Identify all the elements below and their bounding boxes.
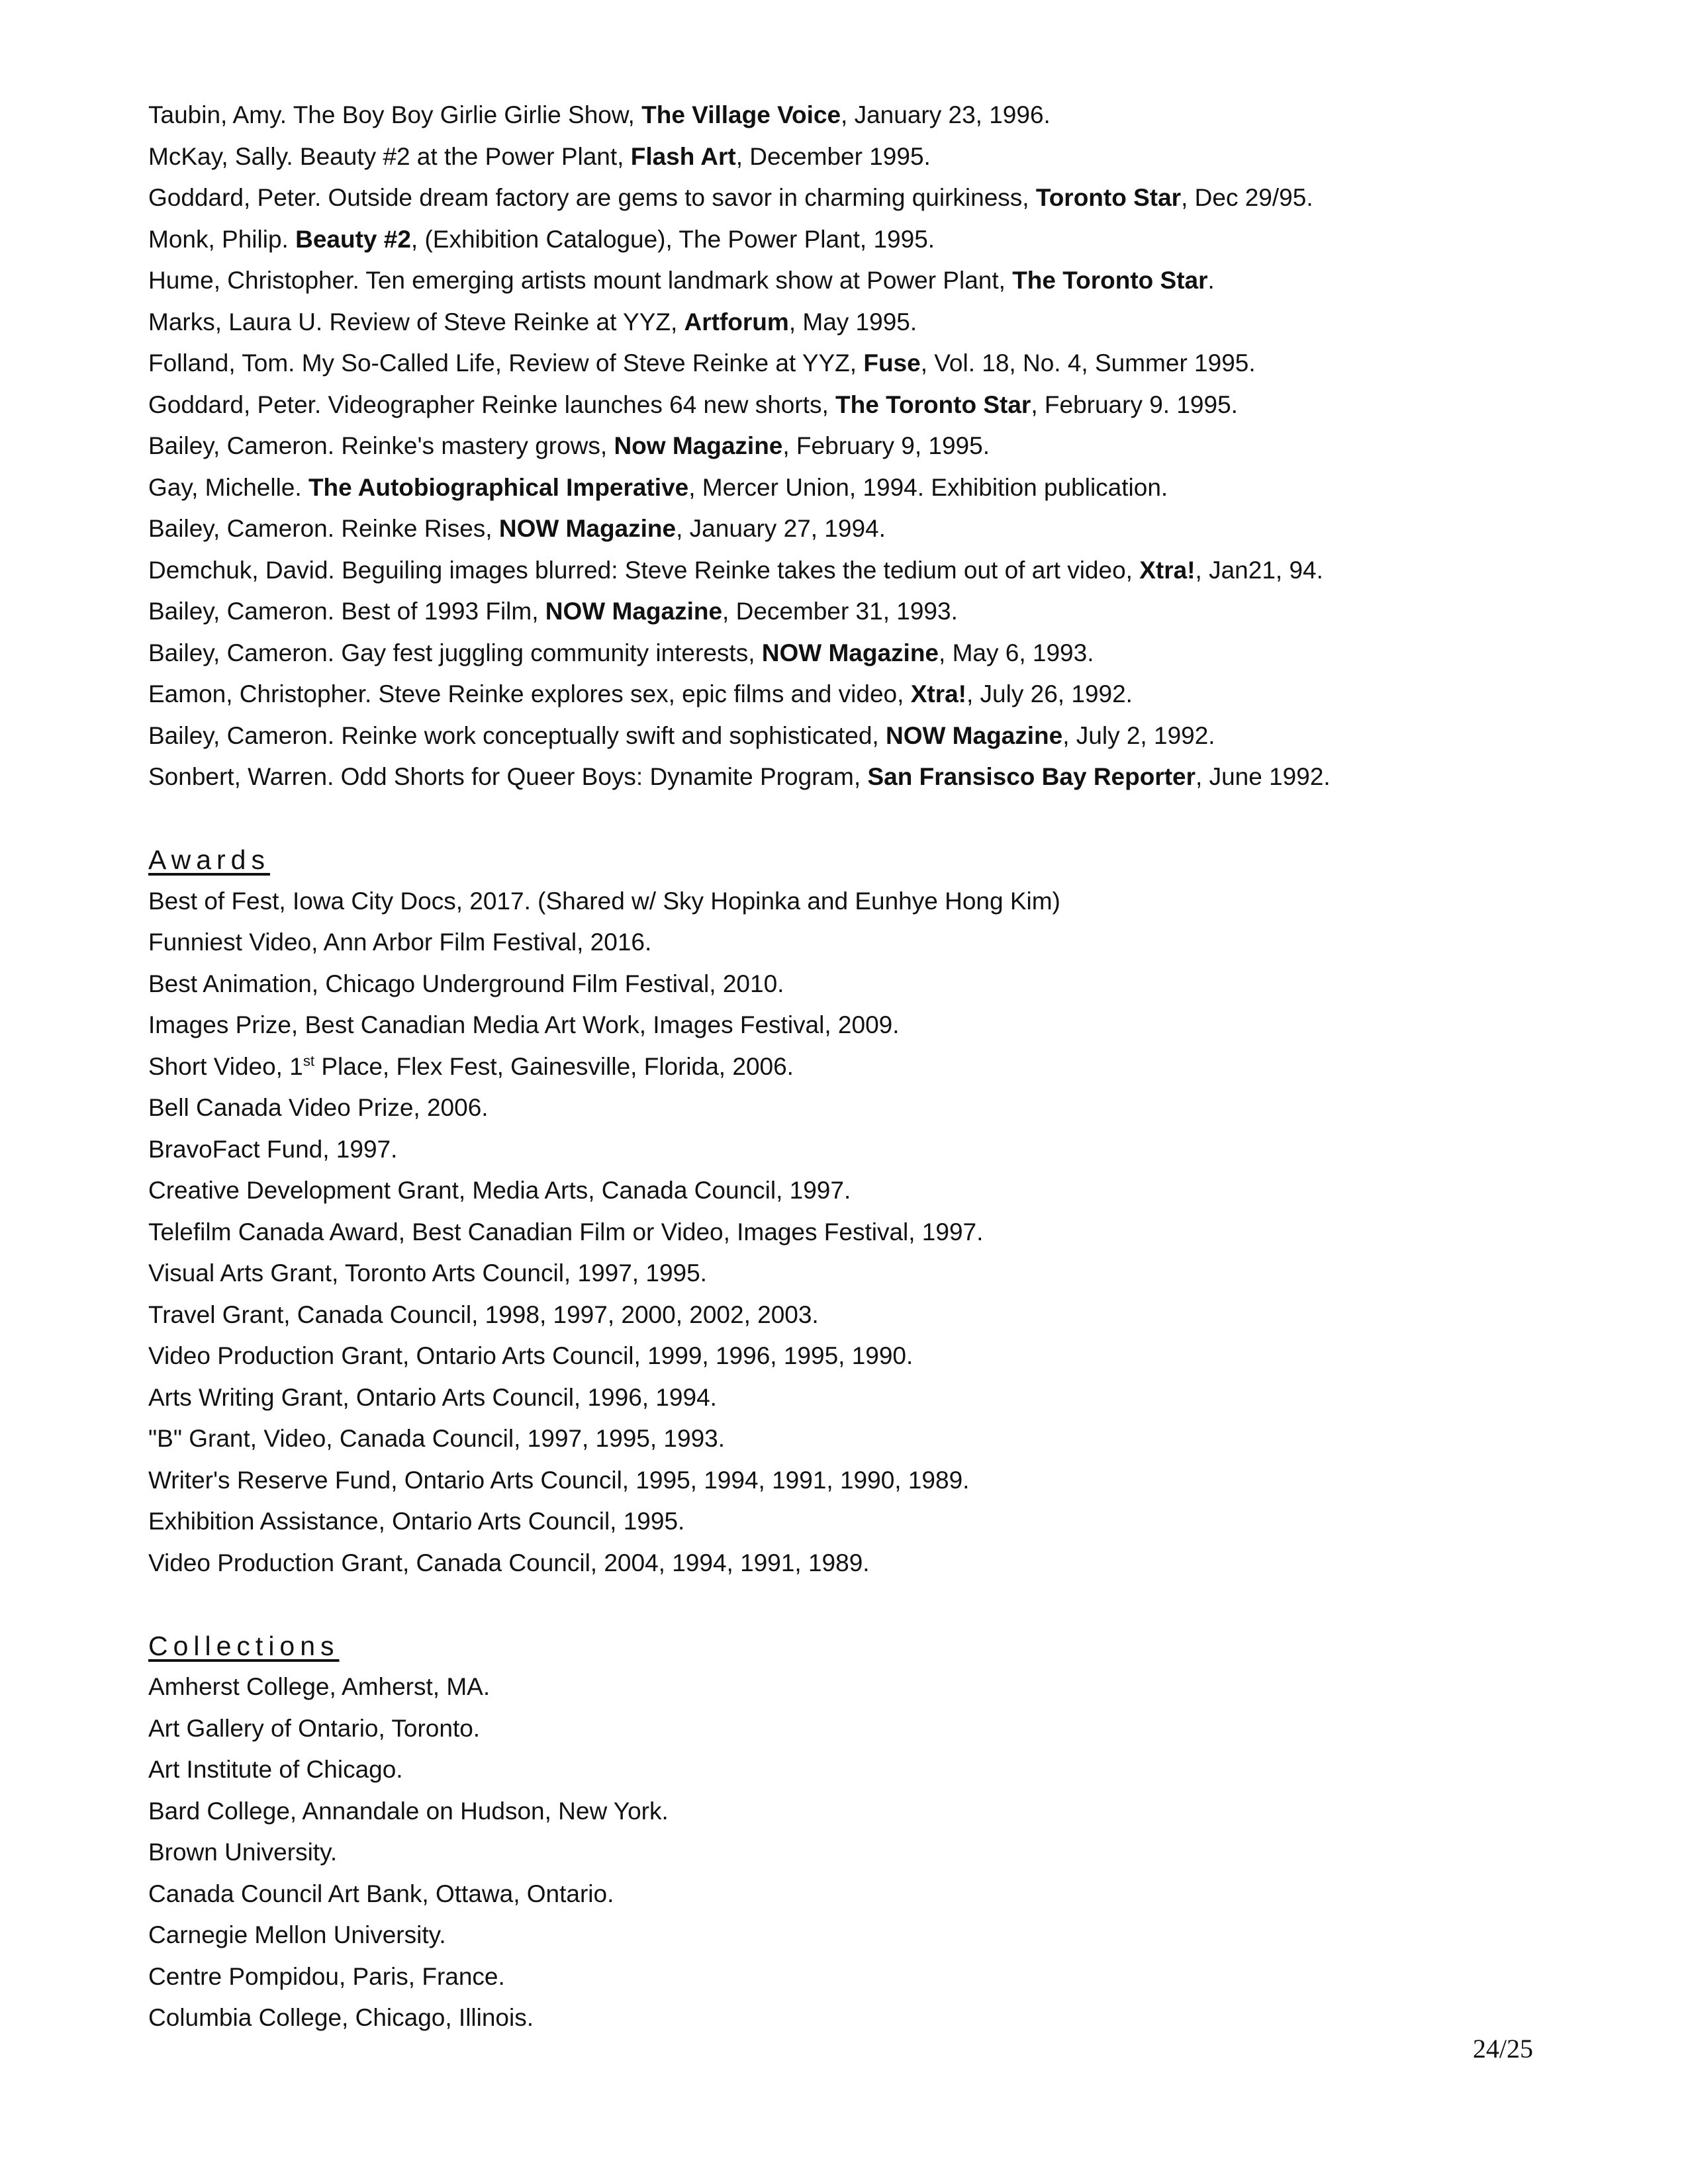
collection-item: Canada Council Art Bank, Ottawa, Ontario. xyxy=(148,1880,614,1907)
publication-title: The Toronto Star xyxy=(835,390,1031,418)
bibliography-entry: Bailey, Cameron. Reinke's mastery grows, Now Magazine, February 9, 1995. xyxy=(148,432,990,459)
award-item: Travel Grant, Canada Council, 1998, 1997, 2000, 2002, 2003. xyxy=(148,1300,819,1328)
collections-heading: Collections xyxy=(148,1630,340,1661)
publication-title: Artforum xyxy=(684,308,789,336)
award-item: Bell Canada Video Prize, 2006. xyxy=(148,1094,489,1121)
bibliography-entry: Marks, Laura U. Review of Steve Reinke at YYZ, Artforum, May 1995. xyxy=(148,308,917,336)
bibliography-entry: Bailey, Cameron. Reinke work conceptually swift and sophisticated, NOW Magazine, July 2, 1992. xyxy=(148,721,1215,749)
bibliography-entry: Hume, Christopher. Ten emerging artists mount landmark show at Power Plant, The Toronto Star. xyxy=(148,267,1215,294)
award-item: Visual Arts Grant, Toronto Arts Council, 1997, 1995. xyxy=(148,1259,707,1287)
award-item: Best of Fest, Iowa City Docs, 2017. (Shared w/ Sky Hopinka and Eunhye Hong Kim) xyxy=(148,887,1060,915)
publication-title: Xtra! xyxy=(1139,556,1196,584)
publication-title: NOW Magazine xyxy=(498,515,677,542)
section-spacer xyxy=(148,1584,1571,1625)
bibliography-entry: Goddard, Peter. Outside dream factory are gems to savor in charming quirkiness, Toronto Star, Dec 29/95. xyxy=(148,184,1313,211)
award-item: Creative Development Grant, Media Arts, Canada Council, 1997. xyxy=(148,1177,851,1204)
bibliography-entry: Folland, Tom. My So-Called Life, Review of Steve Reinke at YYZ, Fuse, Vol. 18, No. 4, Summer 1995. xyxy=(148,349,1256,377)
publication-title: The Autobiographical Imperative xyxy=(308,473,689,501)
award-item: Video Production Grant, Ontario Arts Council, 1999, 1996, 1995, 1990. xyxy=(148,1342,914,1369)
award-item: Funniest Video, Ann Arbor Film Festival, 2016. xyxy=(148,929,652,956)
award-item: BravoFact Fund, 1997. xyxy=(148,1135,398,1163)
award-item: Writer's Reserve Fund, Ontario Arts Council, 1995, 1994, 1991, 1990, 1989. xyxy=(148,1466,970,1494)
collection-item: Amherst College, Amherst, MA. xyxy=(148,1673,491,1700)
ordinal-suffix: st xyxy=(303,1052,315,1069)
award-item: Exhibition Assistance, Ontario Arts Council, 1995. xyxy=(148,1508,685,1535)
page-number: 24/25 xyxy=(1472,2034,1533,2064)
award-item: "B" Grant, Video, Canada Council, 1997, 1995, 1993. xyxy=(148,1425,726,1452)
publication-title: Xtra! xyxy=(910,680,966,707)
publication-title: The Toronto Star xyxy=(1012,267,1208,294)
award-item: Telefilm Canada Award, Best Canadian Film or Video, Images Festival, 1997. xyxy=(148,1218,984,1246)
bibliography-entry: Bailey, Cameron. Best of 1993 Film, NOW Magazine, December 31, 1993. xyxy=(148,598,958,625)
bibliography-entry: Bailey, Cameron. Reinke Rises, NOW Magazine, January 27, 1994. xyxy=(148,515,886,542)
collection-item: Brown University. xyxy=(148,1839,338,1866)
collection-item: Centre Pompidou, Paris, France. xyxy=(148,1962,505,1990)
publication-title: Beauty #2 xyxy=(295,225,411,253)
publication-title: NOW Magazine xyxy=(885,721,1063,749)
bibliography-list xyxy=(148,95,1571,2039)
bibliography-entry: Sonbert, Warren. Odd Shorts for Queer Boys: Dynamite Program, San Fransisco Bay Reporter, June 1992. xyxy=(148,763,1331,790)
publication-title: Fuse xyxy=(863,349,921,377)
publication-title: NOW Magazine xyxy=(545,598,723,625)
publication-title: The Village Voice xyxy=(641,101,841,128)
collection-item: Bard College, Annandale on Hudson, New York. xyxy=(148,1797,669,1825)
awards-heading: Awards xyxy=(148,844,270,875)
award-item: Best Animation, Chicago Underground Film Festival, 2010. xyxy=(148,970,784,997)
bibliography-entry: Demchuk, David. Beguiling images blurred: Steve Reinke takes the tedium out of art video, Xtra!, Jan21, 94. xyxy=(148,556,1323,584)
publication-title: Toronto Star xyxy=(1035,184,1182,211)
bibliography-entry: McKay, Sally. Beauty #2 at the Power Plant, Flash Art, December 1995. xyxy=(148,142,931,170)
publication-title: Flash Art xyxy=(630,142,736,170)
bibliography-entry: Bailey, Cameron. Gay fest juggling community interests, NOW Magazine, May 6, 1993. xyxy=(148,639,1094,666)
collection-item: Art Institute of Chicago. xyxy=(148,1756,403,1783)
collection-item: Carnegie Mellon University. xyxy=(148,1921,446,1948)
section-spacer xyxy=(148,798,1571,840)
award-item: Short Video, 1st Place, Flex Fest, Gainesville, Florida, 2006. xyxy=(148,1052,794,1080)
award-item: Images Prize, Best Canadian Media Art Work, Images Festival, 2009. xyxy=(148,1011,900,1038)
award-item: Arts Writing Grant, Ontario Arts Council, 1996, 1994. xyxy=(148,1383,717,1411)
collection-item: Columbia College, Chicago, Illinois. xyxy=(148,2004,534,2031)
bibliography-entry: Goddard, Peter. Videographer Reinke launches 64 new shorts, The Toronto Star, February 9. 1995. xyxy=(148,390,1238,418)
publication-title: NOW Magazine xyxy=(761,639,939,666)
collection-item: Art Gallery of Ontario, Toronto. xyxy=(148,1714,481,1742)
award-item: Video Production Grant, Canada Council, 2004, 1994, 1991, 1989. xyxy=(148,1549,870,1576)
bibliography-entry: Eamon, Christopher. Steve Reinke explores sex, epic films and video, Xtra!, July 26, 1992. xyxy=(148,680,1133,707)
publication-title: Now Magazine xyxy=(614,432,783,459)
bibliography-entry: Taubin, Amy. The Boy Boy Girlie Girlie Show, The Village Voice, January 23, 1996. xyxy=(148,101,1051,128)
publication-title: San Fransisco Bay Reporter xyxy=(867,763,1196,790)
bibliography-entry: Gay, Michelle. The Autobiographical Imperative, Mercer Union, 1994. Exhibition publication. xyxy=(148,473,1168,501)
bibliography-entry: Monk, Philip. Beauty #2, (Exhibition Catalogue), The Power Plant, 1995. xyxy=(148,225,935,253)
